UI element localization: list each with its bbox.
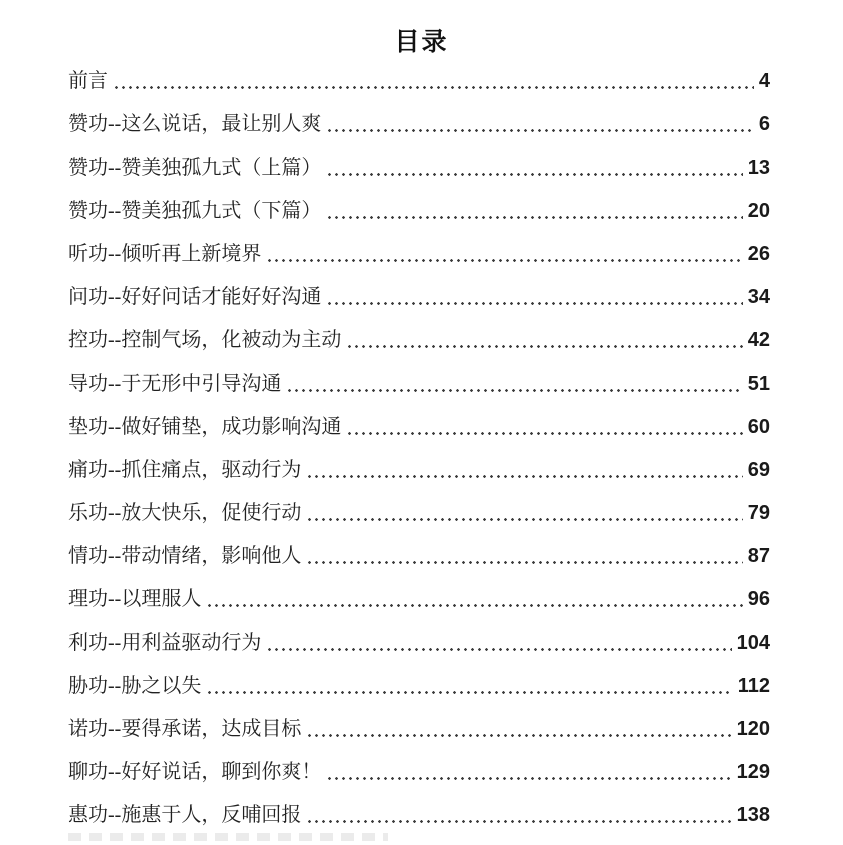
toc-entry-page: 112 [737, 674, 770, 697]
toc-entry[interactable] [68, 488, 770, 531]
dotted-leader [326, 186, 742, 229]
toc-entry[interactable] [68, 229, 770, 272]
toc-entry-page: 13 [747, 156, 770, 179]
toc-entry[interactable] [68, 272, 770, 315]
dotted-leader [306, 531, 742, 574]
toc-entry[interactable] [68, 704, 770, 747]
toc-entry-label: 前言 [68, 70, 108, 93]
toc-entry-label: 乐功--放大快乐，促使行动 [68, 502, 302, 525]
toc-entry[interactable] [68, 56, 770, 99]
dotted-leader [306, 704, 731, 747]
toc-entry[interactable] [68, 617, 770, 660]
toc-entry-label: 理功--以理服人 [68, 588, 202, 611]
dotted-leader [113, 56, 754, 99]
toc-entry-page: 120 [736, 718, 770, 740]
toc-entry-page: 6 [758, 113, 770, 136]
dotted-leader [306, 488, 742, 531]
toc-entry[interactable] [68, 661, 770, 704]
toc-entry[interactable] [68, 531, 770, 574]
toc-entry-page: 69 [747, 458, 770, 481]
toc-entry[interactable] [68, 315, 770, 358]
toc-entry-label: 导功--于无形中引导沟通 [68, 372, 282, 395]
toc-entry[interactable] [68, 574, 770, 617]
dotted-leader [266, 617, 731, 660]
dotted-leader [266, 229, 742, 272]
toc-entry-page: 51 [747, 372, 770, 395]
dotted-leader [206, 661, 732, 704]
toc-entry-page: 129 [736, 761, 770, 784]
toc-entry-label: 痛功--抓住痛点，驱动行为 [68, 458, 302, 481]
toc-entry-label: 垫功--做好铺垫，成功影响沟通 [68, 415, 342, 438]
toc-entry-page: 104 [736, 631, 770, 654]
toc-entry-label: 惠功--施惠于人，反哺回报 [68, 804, 302, 827]
toc-entry-page: 87 [747, 545, 770, 568]
toc-entry-label: 问功--好好问话才能好好沟通 [68, 286, 322, 309]
toc-entry-page: 26 [747, 242, 770, 265]
dotted-leader [306, 790, 731, 833]
toc-entry[interactable] [68, 445, 770, 488]
dotted-leader [326, 747, 731, 790]
toc-entry-page: 79 [747, 502, 770, 525]
toc-entry-label: 赞功--赞美独孤九式（上篇） [68, 156, 322, 179]
toc-entry-page: 138 [736, 804, 770, 827]
dotted-leader [346, 402, 742, 445]
toc-entry-page: 4 [758, 70, 770, 93]
toc-entry-label: 诺功--要得承诺，达成目标 [68, 718, 302, 740]
toc-entry-label: 情功--带动情绪，影响他人 [68, 545, 302, 568]
dotted-leader [286, 358, 742, 401]
toc-entry[interactable] [68, 186, 770, 229]
toc-entry-page: 96 [747, 588, 770, 611]
toc-entry[interactable] [68, 402, 770, 445]
toc-entry-label: 利功--用利益驱动行为 [68, 631, 262, 654]
dotted-leader [326, 272, 742, 315]
dotted-leader [326, 99, 754, 142]
dotted-leader [326, 142, 742, 185]
toc-entry-label: 赞功--赞美独孤九式（下篇） [68, 199, 322, 222]
toc-list [68, 56, 770, 833]
dotted-leader [346, 315, 742, 358]
toc-entry[interactable] [68, 99, 770, 142]
toc-entry-label: 控功--控制气场，化被动为主动 [68, 329, 342, 352]
toc-entry-page: 20 [747, 199, 770, 222]
toc-entry[interactable] [68, 790, 770, 833]
toc-entry-label: 赞功--这么说话，最让别人爽 [68, 113, 322, 136]
toc-entry-page: 60 [747, 415, 770, 438]
toc-title: 目录 [394, 29, 449, 56]
toc-entry[interactable] [68, 358, 770, 401]
toc-entry-label: 聊功--好好说话，聊到你爽！ [68, 761, 322, 784]
toc-entry-label: 听功--倾听再上新境界 [68, 242, 262, 265]
toc-entry[interactable] [68, 747, 770, 790]
toc-entry-label: 胁功--胁之以失 [68, 674, 202, 697]
dotted-leader [306, 445, 742, 488]
toc-entry[interactable] [68, 142, 770, 185]
toc-entry-page: 42 [747, 329, 770, 352]
cutoff-next-entry [68, 833, 388, 841]
toc-entry-page: 34 [747, 286, 770, 309]
dotted-leader [206, 574, 742, 617]
